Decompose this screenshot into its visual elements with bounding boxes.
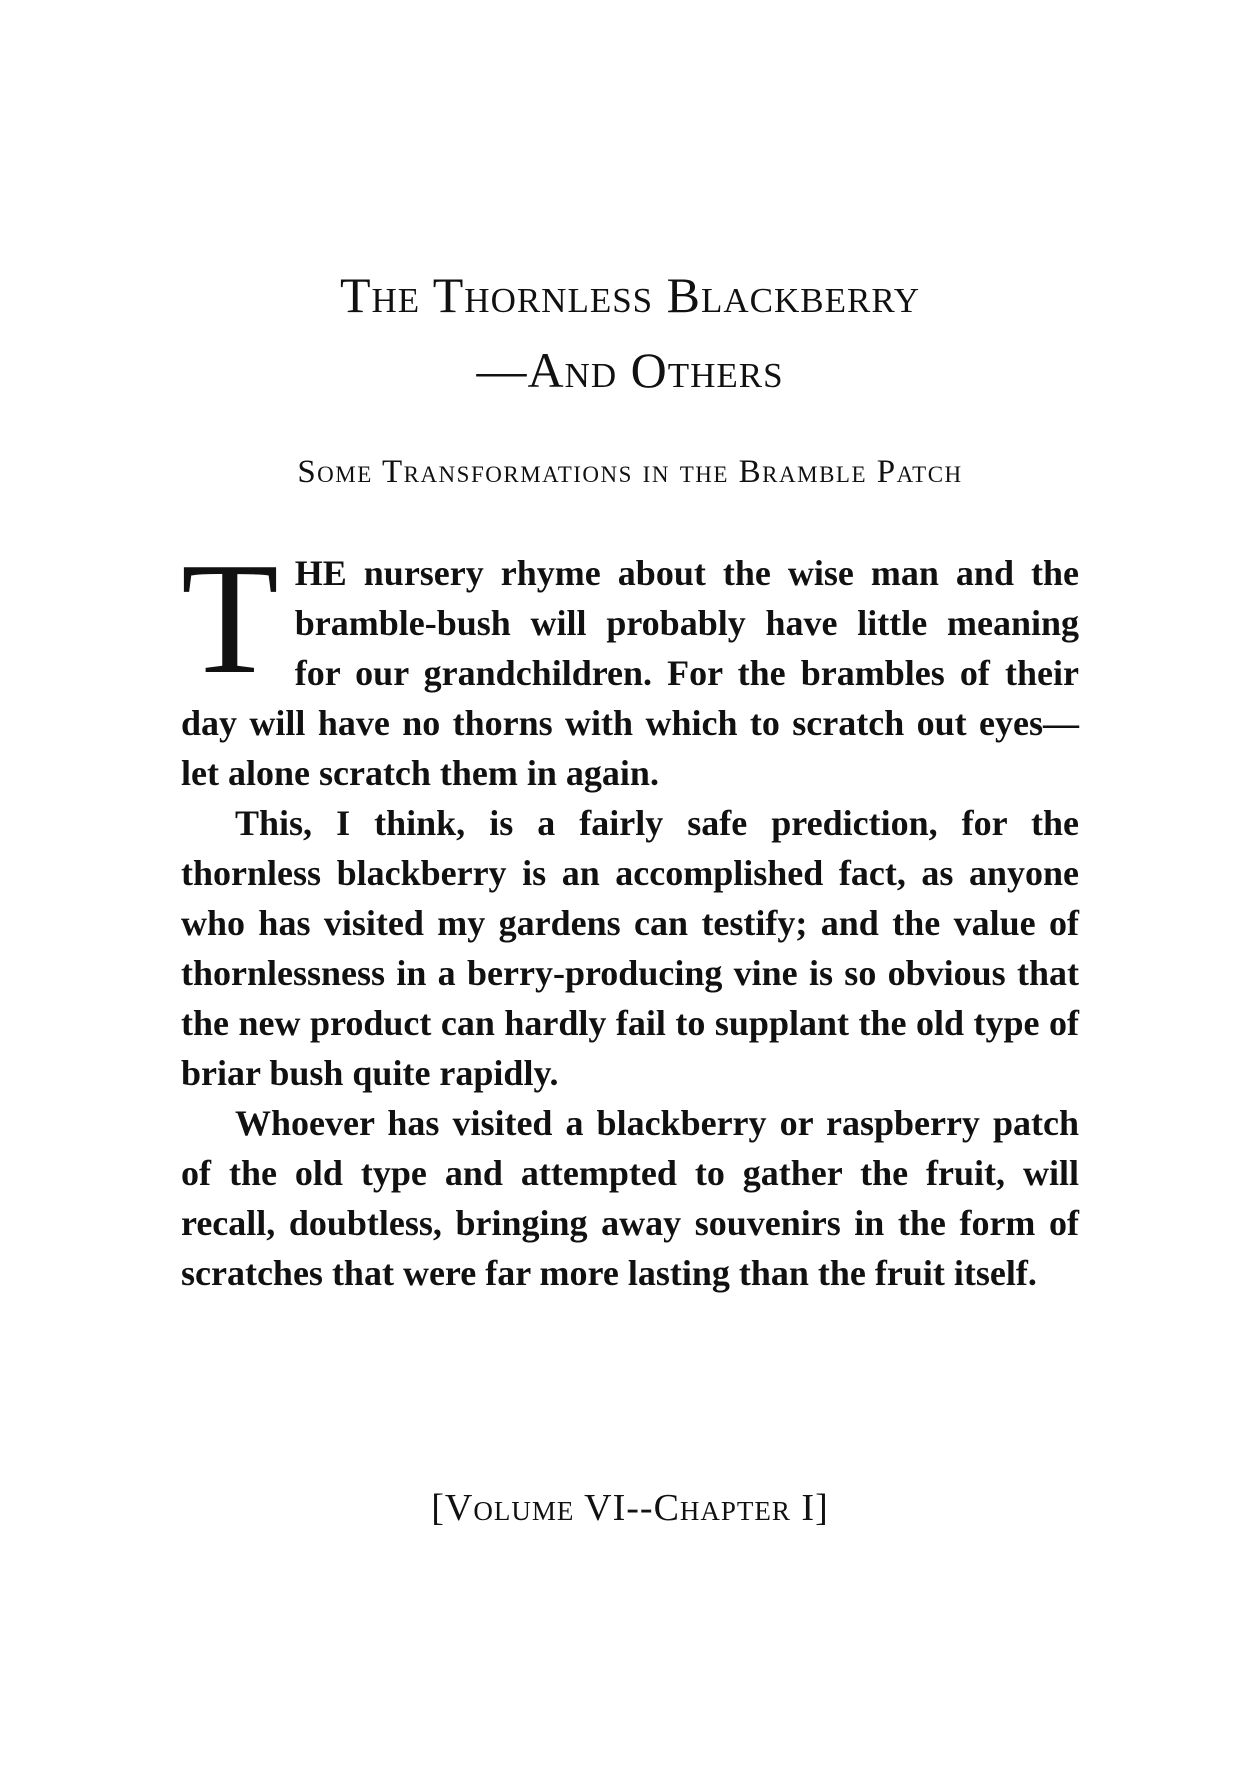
- paragraph-2: This, I think, is a fairly safe prediction, for the thornless blackberry is an accomplished fact, as anyone who has visited my gardens can testify; and the value of thornlessness in a berry-producing vine is so obvious that the new product can hardly fail to supplant the old type of briar bush quite rapidly.: [181, 803, 1079, 1093]
- chapter-title-line-1: The Thornless Blackberry: [339, 267, 921, 323]
- paragraph-1: [181, 529, 1079, 798]
- paragraph-1-text: nursery rhyme about the wise man and the bramble-bush will probably have little meaning for our grandchildren. For the brambles of their day will have no thorns with which to scratch out eyes—let alone scratch them in again.: [181, 553, 1079, 793]
- chapter-title: [150, 258, 1110, 408]
- drop-cap-letter: T: [181, 529, 279, 707]
- chapter-subtitle: Some Transformations in the Bramble Patch: [297, 454, 963, 490]
- paragraph-3: Whoever has visited a blackberry or raspberry patch of the old type and attempted to gather the fruit, will recall, doubtless, bringing away souvenirs in the form of scratches that were far more lasting than the fruit itself.: [181, 1103, 1079, 1293]
- chapter-title-line-2: —And Others: [476, 342, 784, 398]
- lead-word-rest: HE: [294, 553, 347, 593]
- volume-chapter-footer: [Volume VI--Chapter I]: [431, 1487, 829, 1529]
- body-text: [181, 529, 1079, 1298]
